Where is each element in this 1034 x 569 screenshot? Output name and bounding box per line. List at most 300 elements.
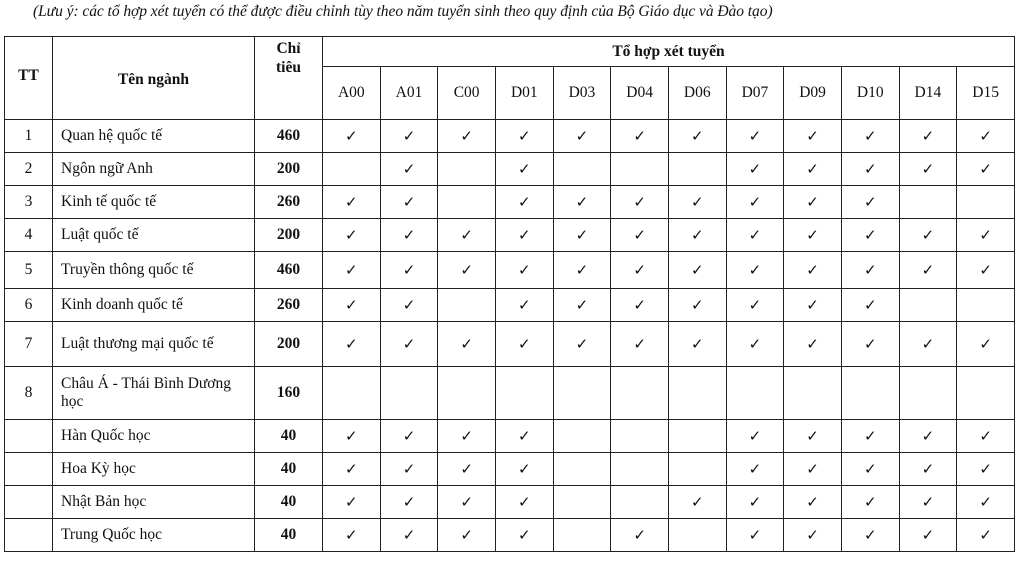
checkmark-icon: ✓ [748,334,762,353]
major-name-text: Ngôn ngữ Anh [61,160,153,178]
combo-cell-d10 [841,519,899,552]
checkmark-icon: ✓ [518,159,531,178]
table-row [5,186,1015,219]
combo-cell-d04 [611,420,669,453]
combo-cell-d09 [784,219,842,252]
checkmark-icon: ✓ [518,192,531,211]
quota-value: 40 [255,486,323,519]
table-row [5,367,1015,420]
combo-cell-d09 [784,252,842,289]
combo-cell-a01 [380,453,438,486]
checkmark-icon: ✓ [748,126,762,145]
checkmark-icon: ✓ [979,459,992,478]
combo-cell-a00 [323,486,381,519]
combo-cell-d06 [668,367,726,420]
combo-cell-a00 [323,420,381,453]
quota-value: 40 [255,420,323,453]
checkmark-icon: ✓ [863,126,877,145]
header-code-d10: D10 [841,67,899,120]
note-text: (Lưu ý: các tổ hợp xét tuyển có thể được điều chỉnh tùy theo năm tuyển sinh theo quy định của Bộ Giáo dục và Đào tạo) [33,3,773,20]
combo-cell-d09 [784,486,842,519]
combo-cell-d01 [495,486,553,519]
combo-cell-d06 [668,186,726,219]
checkmark-icon: ✓ [518,525,531,544]
combo-cell-d01 [495,120,553,153]
checkmark-icon: ✓ [518,295,531,314]
combo-cell-d04 [611,486,669,519]
checkmark-icon: ✓ [979,260,992,279]
checkmark-icon: ✓ [863,192,877,211]
table-row [5,453,1015,486]
checkmark-icon: ✓ [748,459,762,478]
combo-cell-d03 [553,120,611,153]
combo-cell-d06 [668,322,726,367]
checkmark-icon: ✓ [402,192,416,211]
quota-value: 460 [255,120,323,153]
combo-cell-c00 [438,486,496,519]
combo-cell-d14 [899,519,957,552]
checkmark-icon: ✓ [460,426,473,445]
header-code-d06: D06 [668,67,726,120]
combo-cell-d06 [668,289,726,322]
combo-cell-d14 [899,453,957,486]
combo-cell-d06 [668,420,726,453]
combo-cell-d09 [784,153,842,186]
checkmark-icon: ✓ [690,334,704,353]
checkmark-icon: ✓ [460,260,473,279]
combo-cell-d10 [841,486,899,519]
combo-cell-a01 [380,486,438,519]
quota-value: 200 [255,219,323,252]
checkmark-icon: ✓ [979,426,992,445]
combo-cell-d06 [668,453,726,486]
combo-cell-d07 [726,519,784,552]
combo-cell-a01 [380,367,438,420]
combo-cell-d01 [495,289,553,322]
row-index [5,519,53,552]
combo-cell-d01 [495,367,553,420]
combo-cell-a01 [380,153,438,186]
checkmark-icon: ✓ [460,459,473,478]
checkmark-icon: ✓ [806,525,819,544]
major-name-text: Châu Á - Thái Bình Dương học [61,375,232,410]
major-name [53,289,255,322]
checkmark-icon: ✓ [345,334,358,353]
checkmark-icon: ✓ [806,426,819,445]
major-name [53,252,255,289]
combo-cell-d01 [495,153,553,186]
checkmark-icon: ✓ [806,192,819,211]
combo-cell-d14 [899,153,957,186]
header-quota-line1: Chỉ [276,40,301,57]
checkmark-icon: ✓ [863,260,877,279]
combo-cell-a00 [323,252,381,289]
header-combos-title: Tổ hợp xét tuyển [323,37,1015,67]
row-index: 4 [5,219,53,252]
checkmark-icon: ✓ [345,426,358,445]
combo-cell-d04 [611,289,669,322]
checkmark-icon: ✓ [575,225,589,244]
header-code-d04: D04 [611,67,669,120]
combo-cell-d09 [784,420,842,453]
checkmark-icon: ✓ [460,126,473,145]
major-name-text: Hoa Kỳ học [61,460,136,478]
header-code-a01: A01 [380,67,438,120]
combo-cell-d03 [553,486,611,519]
combo-cell-c00 [438,219,496,252]
combo-cell-c00 [438,186,496,219]
header-code-d09: D09 [784,67,842,120]
combo-cell-a00 [323,186,381,219]
checkmark-icon: ✓ [863,159,877,178]
major-name-text: Luật quốc tế [61,226,139,244]
combo-cell-d10 [841,219,899,252]
checkmark-icon: ✓ [518,225,531,244]
combo-cell-a00 [323,219,381,252]
combo-cell-d04 [611,153,669,186]
row-index: 3 [5,186,53,219]
combo-cell-d03 [553,367,611,420]
checkmark-icon: ✓ [575,260,589,279]
combo-cell-d03 [553,289,611,322]
combo-cell-d15 [957,219,1015,252]
checkmark-icon: ✓ [690,192,704,211]
checkmark-icon: ✓ [345,525,358,544]
checkmark-icon: ✓ [402,126,416,145]
checkmark-icon: ✓ [806,260,819,279]
checkmark-icon: ✓ [863,334,877,353]
row-index [5,486,53,519]
combo-cell-d04 [611,252,669,289]
checkmark-icon: ✓ [806,459,819,478]
combo-cell-d14 [899,367,957,420]
combo-cell-d07 [726,120,784,153]
combo-cell-a01 [380,322,438,367]
checkmark-icon: ✓ [690,492,704,511]
checkmark-icon: ✓ [690,126,704,145]
combo-cell-d07 [726,289,784,322]
checkmark-icon: ✓ [633,225,646,244]
combo-cell-a01 [380,219,438,252]
checkmark-icon: ✓ [921,126,935,145]
combo-cell-d09 [784,519,842,552]
combo-cell-d03 [553,219,611,252]
combo-cell-d15 [957,322,1015,367]
major-name-text: Nhật Bản học [61,493,147,511]
table-body [5,120,1015,552]
header-tt: TT [5,37,53,120]
combo-cell-d14 [899,486,957,519]
checkmark-icon: ✓ [748,159,762,178]
checkmark-icon: ✓ [806,159,819,178]
header-name: Tên ngành [53,37,255,120]
combo-cell-d09 [784,453,842,486]
combo-cell-d06 [668,219,726,252]
checkmark-icon: ✓ [402,334,416,353]
combo-cell-c00 [438,519,496,552]
checkmark-icon: ✓ [575,192,589,211]
checkmark-icon: ✓ [575,126,589,145]
table-row [5,519,1015,552]
combo-cell-d03 [553,153,611,186]
checkmark-icon: ✓ [748,492,762,511]
checkmark-icon: ✓ [633,295,646,314]
combo-cell-d03 [553,420,611,453]
combo-cell-d15 [957,486,1015,519]
checkmark-icon: ✓ [979,159,992,178]
checkmark-icon: ✓ [345,260,358,279]
combo-cell-c00 [438,453,496,486]
checkmark-icon: ✓ [921,525,935,544]
combo-cell-d04 [611,120,669,153]
combo-cell-a00 [323,322,381,367]
quota-value: 200 [255,322,323,367]
combo-cell-d04 [611,519,669,552]
combo-cell-d15 [957,153,1015,186]
checkmark-icon: ✓ [518,126,531,145]
checkmark-icon: ✓ [345,225,358,244]
checkmark-icon: ✓ [402,260,416,279]
combo-cell-c00 [438,420,496,453]
table-row [5,420,1015,453]
combo-cell-d03 [553,186,611,219]
checkmark-icon: ✓ [921,334,935,353]
combo-cell-d10 [841,420,899,453]
combo-cell-d15 [957,453,1015,486]
combo-cell-a00 [323,367,381,420]
checkmark-icon: ✓ [460,492,473,511]
table-row [5,219,1015,252]
quota-value: 460 [255,252,323,289]
major-name-text: Trung Quốc học [61,526,163,544]
checkmark-icon: ✓ [345,192,358,211]
combo-cell-d07 [726,453,784,486]
major-name [53,453,255,486]
combo-cell-d10 [841,453,899,486]
combo-cell-d15 [957,420,1015,453]
major-name [53,519,255,552]
checkmark-icon: ✓ [633,260,646,279]
checkmark-icon: ✓ [518,426,531,445]
table-row [5,252,1015,289]
combo-cell-d07 [726,153,784,186]
checkmark-icon: ✓ [575,334,589,353]
combo-cell-d04 [611,453,669,486]
checkmark-icon: ✓ [806,225,819,244]
major-name [53,186,255,219]
combo-cell-d07 [726,219,784,252]
combo-cell-d07 [726,252,784,289]
combo-cell-d15 [957,120,1015,153]
major-name-text: Quan hệ quốc tế [61,127,163,145]
combo-cell-d06 [668,519,726,552]
combo-cell-d15 [957,252,1015,289]
combo-cell-d15 [957,289,1015,322]
checkmark-icon: ✓ [921,459,935,478]
combo-cell-d10 [841,120,899,153]
checkmark-icon: ✓ [633,192,646,211]
quota-value: 40 [255,453,323,486]
checkmark-icon: ✓ [921,159,935,178]
combo-cell-d09 [784,120,842,153]
checkmark-icon: ✓ [863,492,877,511]
combo-cell-d06 [668,486,726,519]
header-quota-line2: tiêu [276,59,301,77]
header-code-d07: D07 [726,67,784,120]
combo-cell-d01 [495,186,553,219]
combo-cell-d03 [553,322,611,367]
combo-cell-c00 [438,153,496,186]
combo-cell-a01 [380,186,438,219]
checkmark-icon: ✓ [748,295,762,314]
combo-cell-d01 [495,453,553,486]
checkmark-icon: ✓ [690,225,704,244]
checkmark-icon: ✓ [345,459,358,478]
checkmark-icon: ✓ [748,426,762,445]
checkmark-icon: ✓ [402,459,416,478]
table-row [5,120,1015,153]
checkmark-icon: ✓ [402,159,416,178]
combo-cell-d09 [784,367,842,420]
combo-cell-d01 [495,322,553,367]
quota-value: 40 [255,519,323,552]
combo-cell-d04 [611,186,669,219]
combo-cell-d04 [611,322,669,367]
combo-cell-d10 [841,367,899,420]
combo-cell-c00 [438,367,496,420]
checkmark-icon: ✓ [633,126,646,145]
combo-cell-d14 [899,252,957,289]
header-code-a00: A00 [323,67,381,120]
major-name-text: Kinh doanh quốc tế [61,296,183,314]
major-name [53,486,255,519]
combo-cell-d04 [611,219,669,252]
table-row [5,322,1015,367]
major-name [53,219,255,252]
checkmark-icon: ✓ [690,295,704,314]
combo-cell-a00 [323,289,381,322]
checkmark-icon: ✓ [863,459,877,478]
checkmark-icon: ✓ [863,525,877,544]
quota-value: 200 [255,153,323,186]
quota-value: 160 [255,367,323,420]
checkmark-icon: ✓ [863,225,877,244]
checkmark-icon: ✓ [345,295,358,314]
combo-cell-c00 [438,252,496,289]
combo-cell-a00 [323,120,381,153]
row-index: 6 [5,289,53,322]
checkmark-icon: ✓ [748,260,762,279]
combo-cell-d15 [957,519,1015,552]
checkmark-icon: ✓ [979,525,992,544]
combo-cell-d10 [841,322,899,367]
combo-cell-d14 [899,289,957,322]
combo-cell-d04 [611,367,669,420]
checkmark-icon: ✓ [402,525,416,544]
checkmark-icon: ✓ [979,225,992,244]
quota-value: 260 [255,289,323,322]
combo-cell-d03 [553,453,611,486]
combo-cell-d07 [726,322,784,367]
major-name-text: Luật thương mại quốc tế [61,335,214,353]
checkmark-icon: ✓ [460,334,473,353]
combo-cell-d07 [726,420,784,453]
row-index: 7 [5,322,53,367]
combo-cell-c00 [438,120,496,153]
combo-cell-d07 [726,367,784,420]
checkmark-icon: ✓ [402,295,416,314]
combo-cell-d01 [495,519,553,552]
checkmark-icon: ✓ [748,525,762,544]
major-name [53,367,255,420]
combo-cell-d10 [841,186,899,219]
combo-cell-d14 [899,186,957,219]
combo-cell-d10 [841,153,899,186]
combo-cell-d15 [957,367,1015,420]
combo-cell-a00 [323,153,381,186]
combo-cell-d06 [668,120,726,153]
major-name [53,120,255,153]
combo-cell-d07 [726,486,784,519]
checkmark-icon: ✓ [863,295,877,314]
checkmark-icon: ✓ [518,334,531,353]
header-code-c00: C00 [438,67,496,120]
combo-cell-d09 [784,322,842,367]
checkmark-icon: ✓ [633,334,646,353]
combo-cell-d03 [553,519,611,552]
checkmark-icon: ✓ [806,492,819,511]
combo-cell-a01 [380,289,438,322]
checkmark-icon: ✓ [460,525,473,544]
combo-cell-d09 [784,289,842,322]
checkmark-icon: ✓ [748,225,762,244]
row-index [5,453,53,486]
major-name-text: Truyền thông quốc tế [61,261,194,279]
checkmark-icon: ✓ [921,225,935,244]
combo-cell-d14 [899,120,957,153]
header-code-d01: D01 [495,67,553,120]
checkmark-icon: ✓ [979,492,992,511]
combo-cell-d06 [668,153,726,186]
row-index: 1 [5,120,53,153]
combo-cell-d14 [899,322,957,367]
major-name-text: Kinh tế quốc tế [61,193,157,211]
combo-cell-d10 [841,289,899,322]
checkmark-icon: ✓ [806,295,819,314]
table-row [5,153,1015,186]
combo-cell-a01 [380,519,438,552]
header-code-d14: D14 [899,67,957,120]
checkmark-icon: ✓ [460,225,473,244]
combo-cell-d07 [726,186,784,219]
row-index: 5 [5,252,53,289]
major-name [53,420,255,453]
row-index: 8 [5,367,53,420]
quota-value: 260 [255,186,323,219]
combo-cell-d15 [957,186,1015,219]
major-name [53,153,255,186]
checkmark-icon: ✓ [921,492,935,511]
combo-cell-d01 [495,420,553,453]
checkmark-icon: ✓ [345,492,358,511]
checkmark-icon: ✓ [690,260,704,279]
checkmark-icon: ✓ [921,260,935,279]
checkmark-icon: ✓ [921,426,935,445]
combo-cell-d14 [899,219,957,252]
combo-cell-d01 [495,252,553,289]
header-code-d15: D15 [957,67,1015,120]
checkmark-icon: ✓ [518,260,531,279]
